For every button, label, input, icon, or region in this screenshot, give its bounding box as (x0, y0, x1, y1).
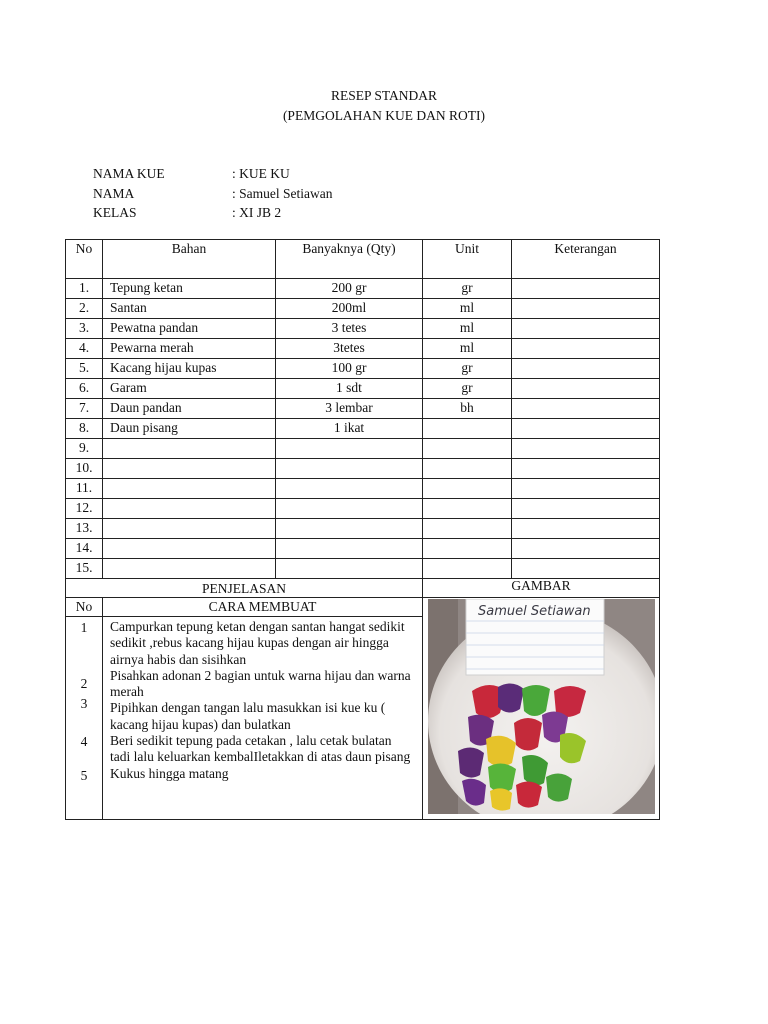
header-bahan: Bahan (103, 240, 276, 279)
row-unit: ml (423, 319, 512, 339)
row-unit (423, 439, 512, 459)
row-bahan (103, 479, 276, 499)
row-qty (276, 439, 423, 459)
step-numbers-cell (66, 617, 103, 820)
row-keterangan (512, 319, 660, 339)
row-keterangan (512, 339, 660, 359)
row-no: 8. (66, 419, 103, 439)
row-keterangan (512, 499, 660, 519)
row-bahan: Kacang hijau kupas (103, 359, 276, 379)
table-row (66, 319, 660, 339)
row-qty: 1 ikat (276, 419, 423, 439)
row-unit (423, 519, 512, 539)
table-row (66, 479, 660, 499)
table-row (66, 299, 660, 319)
row-keterangan (512, 399, 660, 419)
row-keterangan (512, 299, 660, 319)
row-bahan: Santan (103, 299, 276, 319)
row-keterangan (512, 359, 660, 379)
row-no: 12. (66, 499, 103, 519)
row-unit (423, 539, 512, 559)
table-row (66, 279, 660, 299)
row-no: 4. (66, 339, 103, 359)
recipe-table (65, 239, 660, 820)
step-text: Kukus hingga matang (110, 765, 229, 781)
info-row-kelas (93, 203, 332, 223)
row-unit: gr (423, 379, 512, 399)
table-row (66, 339, 660, 359)
method-no-header: No (66, 598, 103, 617)
info-row-nama (93, 184, 332, 204)
row-bahan: Pewatna pandan (103, 319, 276, 339)
row-unit (423, 479, 512, 499)
header-keterangan: Keterangan (512, 240, 660, 279)
row-qty: 200ml (276, 299, 423, 319)
table-row (66, 519, 660, 539)
row-bahan: Pewarna merah (103, 339, 276, 359)
row-bahan (103, 559, 276, 579)
row-qty (276, 479, 423, 499)
row-bahan (103, 519, 276, 539)
row-no: 9. (66, 439, 103, 459)
row-keterangan (512, 479, 660, 499)
row-no: 11. (66, 479, 103, 499)
row-unit: gr (423, 359, 512, 379)
row-keterangan (512, 459, 660, 479)
row-unit: gr (423, 279, 512, 299)
photo-cell (423, 598, 660, 820)
row-bahan: Daun pisang (103, 419, 276, 439)
header-qty: Banyaknya (Qty) (276, 240, 423, 279)
row-qty (276, 559, 423, 579)
row-no: 1. (66, 279, 103, 299)
kue-ku-photo (428, 599, 655, 814)
table-row (66, 399, 660, 419)
info-label: KELAS (93, 205, 137, 220)
table-row (66, 439, 660, 459)
cara-membuat-header: CARA MEMBUAT (103, 598, 423, 617)
row-bahan (103, 439, 276, 459)
row-keterangan (512, 559, 660, 579)
row-keterangan (512, 379, 660, 399)
row-bahan (103, 499, 276, 519)
doc-title: RESEP STANDAR (330, 88, 438, 103)
row-no: 10. (66, 459, 103, 479)
row-bahan (103, 459, 276, 479)
row-qty (276, 539, 423, 559)
row-bahan: Daun pandan (103, 399, 276, 419)
row-qty: 3 lembar (276, 399, 423, 419)
row-unit (423, 419, 512, 439)
row-unit: ml (423, 339, 512, 359)
row-keterangan (512, 439, 660, 459)
method-header-row (66, 598, 660, 617)
info-label: NAMA KUE (93, 166, 165, 181)
row-qty: 100 gr (276, 359, 423, 379)
row-keterangan (512, 539, 660, 559)
row-unit (423, 559, 512, 579)
table-row (66, 459, 660, 479)
row-qty (276, 499, 423, 519)
step-number: 4 (80, 734, 88, 749)
row-unit (423, 459, 512, 479)
penjelasan-header: PENJELASAN (66, 579, 423, 598)
step-number: 5 (80, 768, 88, 783)
row-no: 5. (66, 359, 103, 379)
row-unit (423, 499, 512, 519)
step-number: 3 (80, 696, 88, 711)
step-text: Campurkan tepung ketan dengan santan hangat sedikit sedikit ,rebus kacang hijau kupas dengan air hingga airnya habis dan sisihkan (110, 619, 405, 667)
info-value: : KUE KU (232, 166, 290, 181)
info-value: : Samuel Setiawan (232, 185, 333, 201)
row-unit: bh (423, 399, 512, 419)
row-qty: 200 gr (276, 279, 423, 299)
row-no: 14. (66, 539, 103, 559)
step-number: 1 (80, 620, 88, 635)
row-bahan: Garam (103, 379, 276, 399)
table-row (66, 419, 660, 439)
step-text: Pipihkan dengan tangan lalu masukkan isi kue ku ( kacang hijau kupas) dan bulatkan (110, 700, 386, 732)
step-text: Pisahkan adonan 2 bagian untuk warna hijau dan warna merah (110, 667, 411, 700)
row-bahan (103, 539, 276, 559)
row-qty (276, 519, 423, 539)
row-qty: 3tetes (276, 339, 423, 359)
row-unit: ml (423, 299, 512, 319)
steps-cell (103, 617, 423, 820)
row-qty (276, 459, 423, 479)
student-info (93, 164, 332, 223)
row-qty: 1 sdt (276, 379, 423, 399)
row-no: 3. (66, 319, 103, 339)
info-row-nama-kue (93, 164, 332, 184)
row-no: 7. (66, 399, 103, 419)
table-row (66, 379, 660, 399)
table-row (66, 559, 660, 579)
row-bahan: Tepung ketan (103, 279, 276, 299)
row-qty: 3 tetes (276, 319, 423, 339)
header-no: No (66, 240, 103, 279)
row-no: 6. (66, 379, 103, 399)
row-no: 2. (66, 299, 103, 319)
table-row (66, 499, 660, 519)
step-number: 2 (80, 676, 88, 691)
info-value: : XI JB 2 (232, 205, 282, 220)
gambar-header: GAMBAR (423, 579, 660, 598)
section-header-row (66, 579, 660, 598)
row-keterangan (512, 279, 660, 299)
row-keterangan (512, 519, 660, 539)
table-header-row (66, 240, 660, 279)
step-text: Beri sedikit tepung pada cetakan , lalu cetak bulatan tadi lalu keluarkan kembalIletakkan di atas daun pisang (110, 733, 411, 765)
card-handwriting: Samuel Setiawan (478, 604, 591, 619)
info-label: NAMA (93, 185, 135, 201)
row-keterangan (512, 419, 660, 439)
header-unit: Unit (423, 240, 512, 279)
row-no: 15. (66, 559, 103, 579)
table-row (66, 359, 660, 379)
table-row (66, 539, 660, 559)
doc-subtitle: (PEMGOLAHAN KUE DAN ROTI) (282, 108, 486, 123)
row-no: 13. (66, 519, 103, 539)
name-card (466, 599, 604, 675)
